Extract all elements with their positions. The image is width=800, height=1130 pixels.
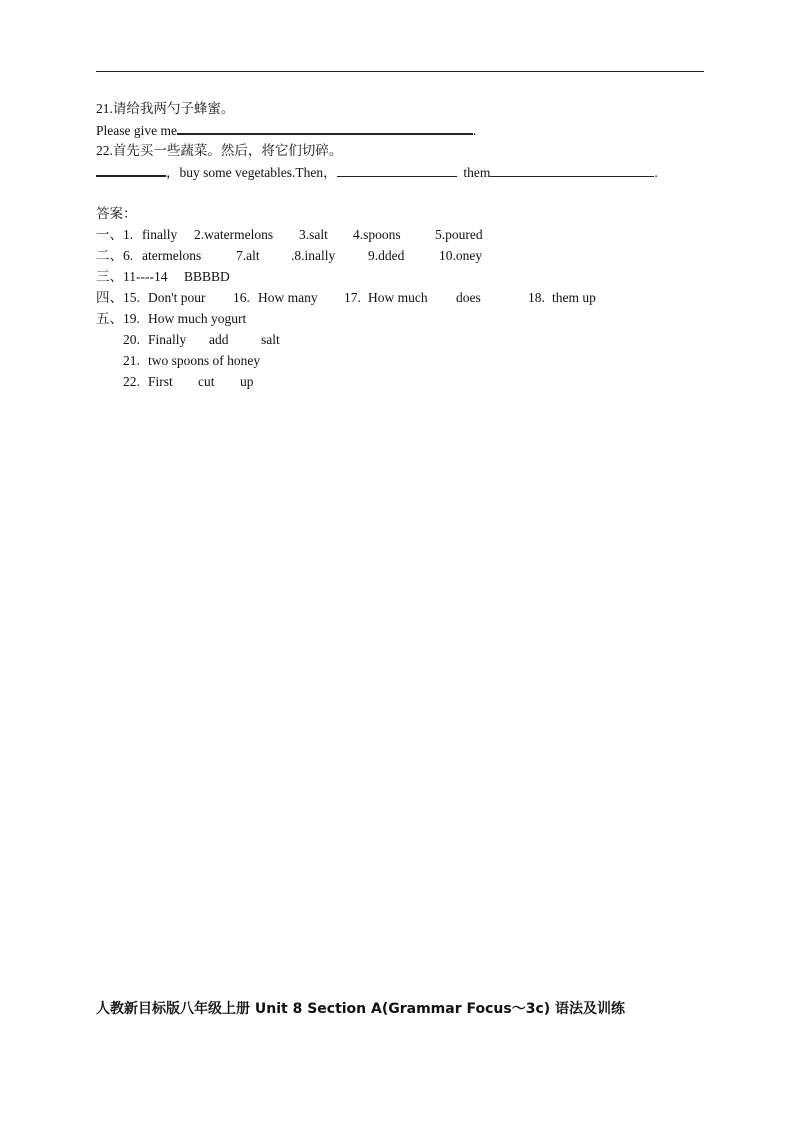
answer-20-part1: Finally (148, 332, 187, 347)
answer-row-4-label: 四、15. (96, 290, 140, 305)
answers-heading: 答案： (96, 206, 137, 221)
answer-row-5-label: 五、19. (96, 311, 140, 326)
q22-blank-1[interactable] (96, 163, 166, 177)
answer-22-part1: First (148, 374, 173, 389)
answer-18-number: 18. (528, 290, 545, 305)
answer-11-14: BBBBD (184, 269, 230, 284)
q21-sentence-start: Please give me (96, 123, 177, 138)
answer-17-part1: How much (368, 290, 428, 305)
answer-1: finally (142, 227, 178, 242)
answer-16: How many (258, 290, 318, 305)
answer-4: 4.spoons (353, 227, 401, 242)
answer-21: two spoons of honey (148, 353, 261, 368)
q22-prompt: 22.首先买一些蔬菜。然后，将它们切碎。 (96, 143, 343, 158)
answer-18: them up (552, 290, 596, 305)
answer-17-number: 17. (344, 290, 361, 305)
answer-19: How much yogurt (148, 311, 247, 326)
q21-prompt: 21.请给我两勺子蜂蜜。 (96, 101, 235, 116)
answer-3: 3.salt (299, 227, 328, 242)
answer-7: 7.alt (236, 248, 260, 263)
q22-blank-3[interactable] (490, 164, 654, 177)
answer-2: 2.watermelons (194, 227, 274, 242)
q21-sentence-end: . (472, 123, 477, 138)
q21-answer-blank[interactable] (177, 121, 473, 135)
answer-row-8-label: 22. (123, 374, 140, 389)
answer-20-part2: add (209, 332, 229, 347)
answer-row-1-label: 一、1. (96, 227, 134, 242)
answer-17-part2: does (456, 290, 481, 305)
answer-10: 10.oney (439, 248, 483, 263)
q22-part2: them (463, 165, 491, 180)
answer-row-3-label: 三、11----14 (96, 269, 168, 284)
document-title: 人教新目标版八年级上册 Unit 8 Section A(Grammar Focus～3c) 语法及训练 (96, 1001, 626, 1017)
answer-row-7-label: 21. (123, 353, 140, 368)
q22-blank-2[interactable] (337, 164, 457, 177)
q21-sentence (96, 121, 476, 140)
answer-9: 9.dded (368, 248, 405, 263)
q22-sentence (96, 163, 658, 182)
answer-16-number: 16. (233, 290, 250, 305)
answer-row-2-label: 二、6. (96, 248, 134, 263)
answer-6: atermelons (142, 248, 202, 263)
answer-22-part3: up (240, 374, 254, 389)
answer-22-part2: cut (198, 374, 215, 389)
q22-part3: . (654, 165, 658, 180)
answer-15: Don't pour (148, 290, 206, 305)
top-rule (96, 71, 704, 72)
answer-5: 5.poured (435, 227, 483, 242)
answer-row-6-label: 20. (123, 332, 140, 347)
answer-20-part3: salt (261, 332, 280, 347)
q22-part1: ，buy some vegetables.Then， (166, 165, 337, 180)
answer-8: .8.inally (291, 248, 336, 263)
